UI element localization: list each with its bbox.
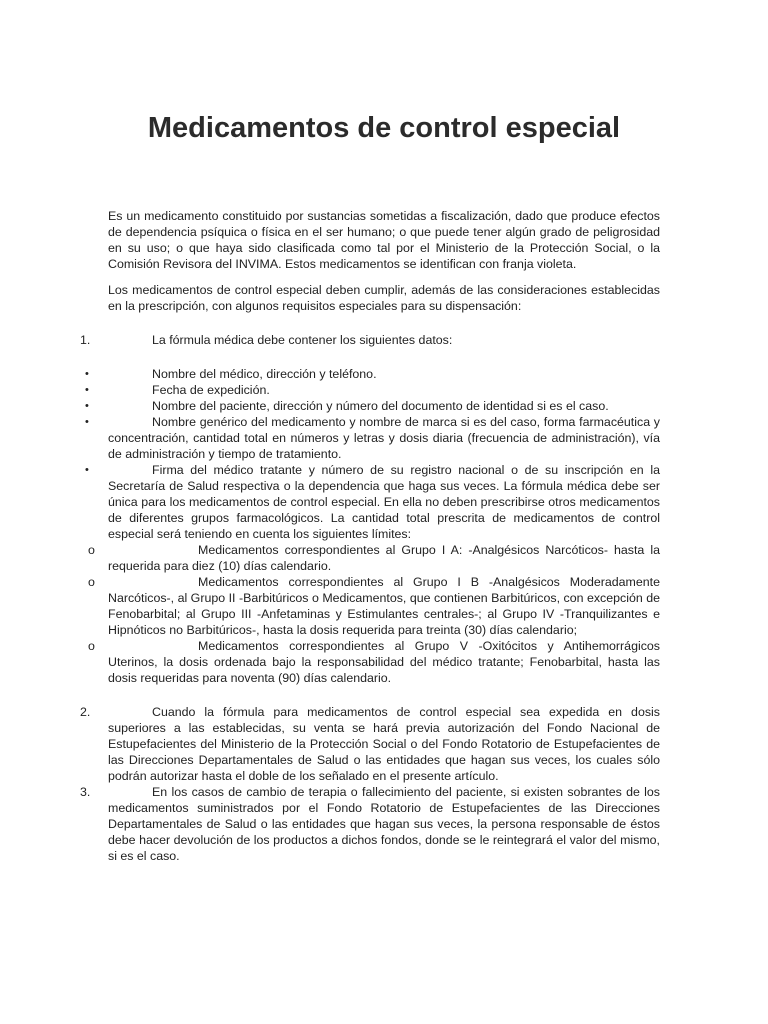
page-title: Medicamentos de control especial: [147, 112, 621, 144]
sub-item: [88, 574, 660, 638]
circle-bullet-icon: o: [88, 575, 95, 589]
sub-item-text: Medicamentos correspondientes al Grupo I A: -Analgésicos Narcóticos- hasta la requerida para diez (10) días calendario.: [108, 543, 660, 573]
bullet-icon: •: [85, 368, 89, 380]
bullet-item-text: Nombre del médico, dirección y teléfono.: [152, 367, 377, 381]
sub-item-text: Medicamentos correspondientes al Grupo V -Oxitócitos y Antihemorrágicos Uterinos, la dosis ordenada bajo la responsabilidad del médico tratante; Fenobarbital, hasta las dosis requeridas para noventa (90) días calendario.: [108, 639, 660, 685]
bullet-item-text: Nombre del paciente, dirección y número del documento de identidad si es el caso.: [152, 399, 609, 413]
list-number: 2.: [80, 705, 91, 719]
bullet-item-text: Fecha de expedición.: [152, 383, 270, 397]
bullet-icon: •: [85, 464, 89, 476]
numbered-item: [80, 332, 660, 348]
list-number: 3.: [80, 785, 91, 799]
bullet-item: [85, 366, 660, 382]
list-number: 1.: [80, 333, 91, 347]
bullet-item-text: Nombre genérico del medicamento y nombre de marca si es del caso, forma farmacéutica y concentración, cantidad total en números y letras y dosis diaria (frecuencia de administración), vía de administración y tiempo de tratamiento.: [108, 415, 660, 461]
sub-item-text: Medicamentos correspondientes al Grupo I B -Analgésicos Moderadamente Narcóticos-, al Grupo II -Barbitúricos o Medicamentos, que contienen Barbitúricos, con excepción de Fenobarbital; al Grupo III -Anfetaminas y Estimulantes centrales-; al Grupo IV -Tranquilizantes e Hipnóticos no Barbitúricos-, hasta la dosis requerida para treinta (30) días calendario;: [108, 575, 660, 637]
numbered-item-text: La fórmula médica debe contener los siguientes datos:: [152, 333, 453, 347]
sub-item: [88, 542, 660, 574]
numbered-item: [80, 704, 660, 784]
circle-bullet-icon: o: [88, 639, 95, 653]
bullet-icon: •: [85, 416, 89, 428]
sub-item: [88, 638, 660, 686]
bullet-icon: •: [85, 400, 89, 412]
circle-bullet-icon: o: [88, 543, 95, 557]
numbered-item-text: Cuando la fórmula para medicamentos de control especial sea expedida en dosis superiores a las establecidas, su venta se hará previa autorización del Fondo Nacional de Estupefacientes del Ministerio de la Protección Social o del Fondo Rotatorio de Estupefacientes de las Direcciones Departamentales de Salud o las entidades que hagan sus veces, los cuales sólo podrán autorizar hasta el doble de los señalado en el presente artículo.: [108, 705, 660, 783]
bullet-item: [85, 382, 660, 398]
bullet-icon: •: [85, 384, 89, 396]
intro-paragraph: Es un medicamento constituido por sustancias sometidas a fiscalización, dado que produce efectos de dependencia psíquica o física en el ser humano; o que puede tener algún grado de peligrosidad en su uso; o que haya sido clasificada como tal por el Ministerio de la Protección Social, o la Comisión Revisora del INVIMA. Estos medicamentos se identifican con franja violeta.: [108, 209, 660, 271]
bullet-item-text: Firma del médico tratante y número de su registro nacional o de su inscripción en la Secretaría de Salud respectiva o la dependencia que haga sus veces. La fórmula médica debe ser única para los medicamentos de control especial. En ella no deben prescribirse otros medicamentos de diferentes grupos farmacológicos. La cantidad total prescrita de medicamentos de control especial será teniendo en cuenta los siguientes límites:: [108, 463, 660, 541]
bullet-item: [85, 414, 660, 462]
bullet-item: [85, 398, 660, 414]
numbered-item-text: En los casos de cambio de terapia o fallecimiento del paciente, si existen sobrantes de los medicamentos suministrados por el Fondo Rotatorio de Estupefacientes de las Direcciones Departamentales de Salud o las entidades que hagan sus veces, la persona responsable de éstos debe hacer devolución de los productos a dichos fondos, donde se le reintegrará el valor del mismo, si es el caso.: [108, 785, 660, 863]
bullet-item: [85, 462, 660, 542]
numbered-item: [80, 784, 660, 864]
intro-paragraph: Los medicamentos de control especial deben cumplir, además de las consideraciones establecidas en la prescripción, con algunos requisitos especiales para su dispensación:: [108, 283, 660, 313]
document-body: [80, 208, 660, 864]
